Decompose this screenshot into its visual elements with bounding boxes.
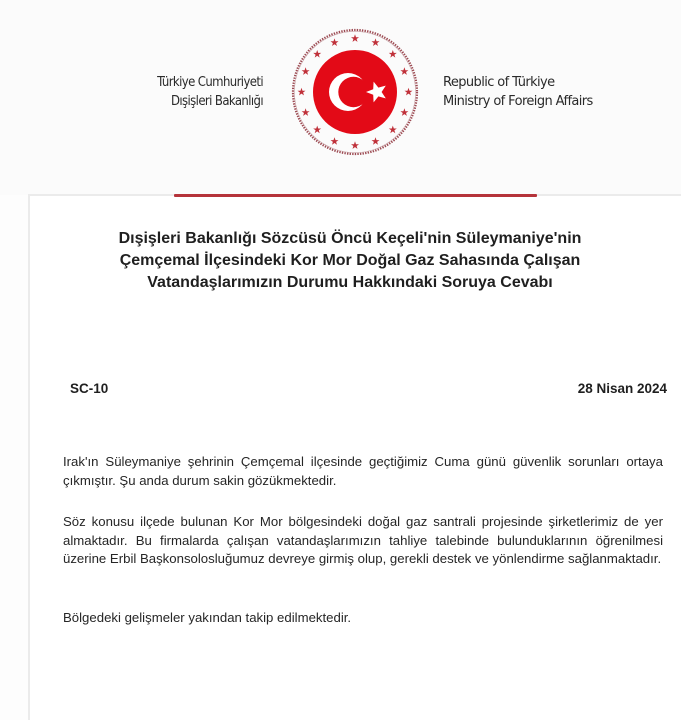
paragraph-1: Irak'ın Süleymaniye şehrinin Çemçemal ilçesinde geçtiğimiz Cuma günü güvenlik sorunları ortaya çıkmıştır. Şu anda durum sakin gözükmektedir. <box>63 454 663 488</box>
reference-number: SC-10 <box>70 381 109 396</box>
document-title <box>60 228 640 294</box>
org-tr-line2: Dışişleri Bakanlığı <box>170 94 263 109</box>
paragraph-3: Bölgedeki gelişmeler yakından takip edilmektedir. <box>63 610 352 625</box>
org-name-english <box>443 73 593 111</box>
title-line-2: Çemçemal İlçesindeki Kor Mor Doğal Gaz Sahasında Çalışan <box>119 252 581 269</box>
mfa-emblem-icon <box>290 27 420 157</box>
title-line-1: Dışişleri Bakanlığı Sözcüsü Öncü Keçeli'nin Süleymaniye'nin <box>118 230 582 247</box>
org-en-line2: Ministry of Foreign Affairs <box>443 94 593 109</box>
paragraph-2: Söz konusu ilçede bulunan Kor Mor bölgesindeki doğal gaz santrali projesinde şirketlerimiz de yer almaktadır. Bu firmalarda çalışan vatandaşlarımızın tahliye talebinde bulunduklarının öğrenilmesi üzerine Erbil Başkonsolosluğumuz devreye girmiş olup, gerekli destek ve yönlendirme sağlanmaktadır. <box>63 514 663 566</box>
title-line-3: Vatandaşlarımızın Durumu Hakkındaki Soruya Cevabı <box>147 274 553 291</box>
org-tr-line1: Türkiye Cumhuriyeti <box>157 75 263 90</box>
letterhead <box>0 0 681 195</box>
org-name-turkish <box>157 73 263 111</box>
org-en-line1: Republic of Türkiye <box>443 75 555 90</box>
document-date: 28 Nisan 2024 <box>577 381 667 396</box>
header-divider <box>174 194 537 197</box>
